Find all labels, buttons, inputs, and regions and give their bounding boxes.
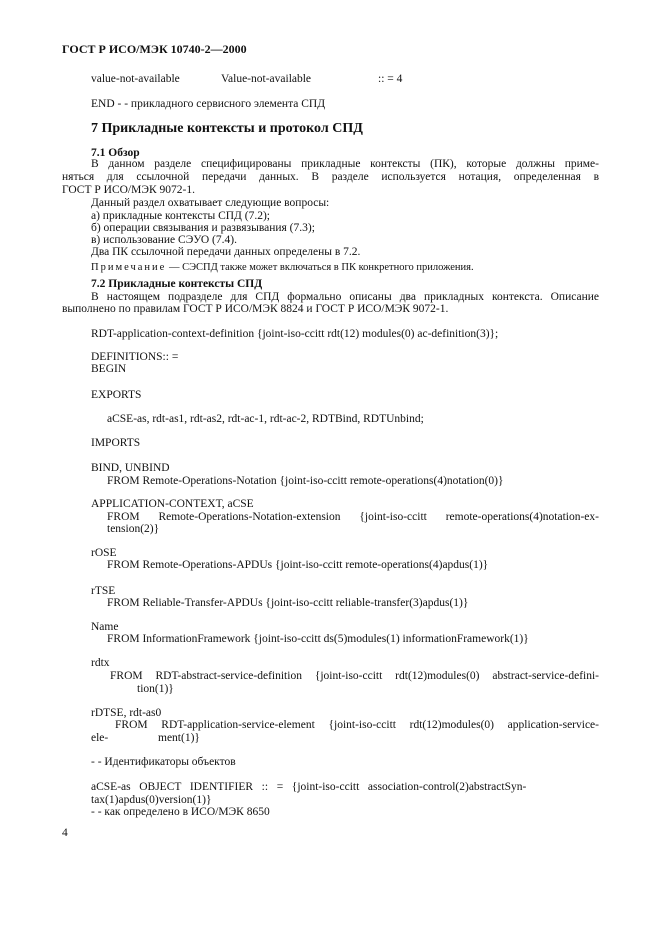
code-rdtx-from-line1: FROM RDT-abstract-service-definition {joint-iso-ccitt rdt(12)modules(0) abstract-service-defini- bbox=[110, 670, 599, 682]
s71-para2: Данный раздел охватывает следующие вопросы: bbox=[91, 197, 330, 209]
section-7-1-heading: 7.1 Обзор bbox=[91, 147, 140, 159]
document-header: ГОСТ Р ИСО/МЭК 10740-2—2000 bbox=[62, 42, 247, 56]
code-exports: EXPORTS bbox=[91, 389, 142, 401]
code-rdtse: rDTSE, rdt-as0 bbox=[91, 707, 162, 719]
value-row-col3: :: = 4 bbox=[378, 73, 403, 85]
code-name: Name bbox=[91, 621, 119, 633]
s72-para1-line1: В настоящем подразделе для СПД формально описаны два прикладных контекста. Описание bbox=[91, 291, 599, 303]
value-row-col1: value-not-available bbox=[91, 73, 180, 85]
code-rdt-definition: RDT-application-context-definition {joint-iso-ccitt rdt(12) modules(0) ac-definition(3)}; bbox=[91, 328, 499, 340]
code-rtse-from: FROM Reliable-Transfer-APDUs {joint-iso-ccitt reliable-transfer(3)apdus(1)} bbox=[107, 597, 469, 609]
code-rdtse-from-line1: FROM RDT-application-service-element {joint-iso-ccitt rdt(12)modules(0) application-service- bbox=[115, 719, 599, 731]
code-begin: BEGIN bbox=[91, 363, 127, 375]
code-rose-from: FROM Remote-Operations-APDUs {joint-iso-ccitt remote-operations(4)apdus(1)} bbox=[107, 559, 489, 571]
code-bind-from: FROM Remote-Operations-Notation {joint-iso-ccitt remote-operations(4)notation(0)} bbox=[107, 475, 504, 487]
code-rdtx-from-line2: tion(1)} bbox=[137, 683, 174, 695]
s71-para1-line3: ГОСТ Р ИСО/МЭК 9072-1. bbox=[62, 184, 195, 196]
code-definitions: DEFINITIONS:: = bbox=[91, 351, 179, 363]
s71-note bbox=[91, 261, 474, 275]
code-appctx-from-line2: tension(2)} bbox=[107, 523, 160, 535]
list-item: а) прикладные контексты СПД (7.2); bbox=[91, 210, 271, 222]
code-rdtx: rdtx bbox=[91, 657, 110, 669]
code-rose: rOSE bbox=[91, 547, 117, 559]
section-7-2-heading: 7.2 Прикладные контексты СПД bbox=[91, 278, 263, 290]
code-rtse: rTSE bbox=[91, 585, 116, 597]
value-row-col2: Value-not-available bbox=[221, 73, 312, 85]
s72-para1-line2: выполнено по правилам ГОСТ Р ИСО/МЭК 8824 и ГОСТ Р ИСО/МЭК 9072-1. bbox=[62, 303, 449, 315]
code-acse-comment: - - как определено в ИСО/МЭК 8650 bbox=[91, 806, 270, 818]
code-bind-unbind: BIND, UNBIND bbox=[91, 462, 170, 474]
code-appctx-from-line1: FROM Remote-Operations-Notation-extension {joint-iso-ccitt remote-operations(4)notation-ex- bbox=[107, 511, 599, 523]
code-rdtse-from-line2b: ment(1)} bbox=[158, 732, 200, 744]
code-exports-list: aCSE-as, rdt-as1, rdt-as2, rdt-ac-1, rdt-ac-2, RDTBind, RDTUnbind; bbox=[107, 413, 424, 425]
code-rdtse-from-line2a: ele- bbox=[91, 732, 109, 744]
code-ids-comment: - - Идентификаторы объектов bbox=[91, 756, 236, 768]
note-label: Примечание bbox=[91, 262, 167, 273]
list-item: б) операции связывания и развязывания (7.3); bbox=[91, 222, 315, 234]
s71-para1-line2: няться для ссылочной передачи данных. В разделе используется нотация, определенная в bbox=[62, 171, 599, 183]
s71-para3: Два ПК ссылочной передачи данных определены в 7.2. bbox=[91, 246, 361, 258]
end-line: END - - прикладного сервисного элемента СПД bbox=[91, 98, 326, 110]
section-7-heading: 7 Прикладные контексты и протокол СПД bbox=[91, 121, 363, 136]
code-name-from: FROM InformationFramework {joint-iso-ccitt ds(5)modules(1) informationFramework(1)} bbox=[107, 633, 529, 645]
code-acse-line1: aCSE-as OBJECT IDENTIFIER :: = {joint-iso-ccitt association-control(2)abstractSyn- bbox=[91, 781, 527, 793]
s71-para1-line1: В данном разделе специфицированы прикладные контексты (ПК), которые должны приме- bbox=[91, 158, 599, 170]
code-acse-line2: tax(1)apdus(0)version(1)} bbox=[91, 794, 212, 806]
list-item: в) использование СЭУО (7.4). bbox=[91, 234, 237, 246]
code-appctx: APPLICATION-CONTEXT, aCSE bbox=[91, 498, 254, 510]
code-imports: IMPORTS bbox=[91, 437, 141, 449]
note-text: — СЭСПД также может включаться в ПК конкретного приложения. bbox=[166, 262, 474, 273]
page-number: 4 bbox=[62, 827, 68, 839]
